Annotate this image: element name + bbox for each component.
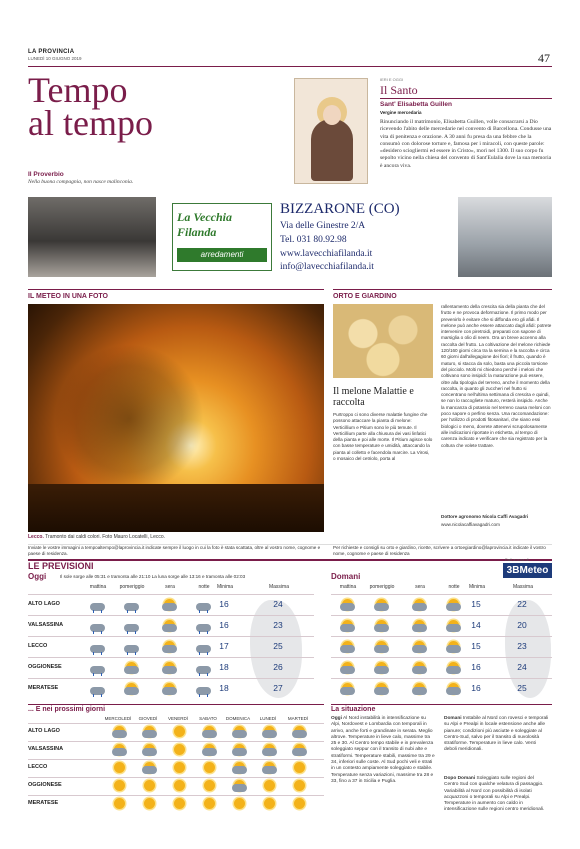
next-place-name: ALTO LAGO [28,728,60,734]
row-rule [28,759,324,760]
sun-cloud-icon [372,619,390,633]
sun-cloud-icon [290,743,308,757]
oggi-col-sera: sera [165,584,175,590]
sun-disc [294,780,305,791]
cloud-shape [112,730,127,738]
cloud-shape [446,603,461,611]
sun-disc [264,780,275,791]
sun-cloud-icon [160,598,178,612]
sun-cloud-icon [444,598,462,612]
domani-min-temp: 16 [471,662,481,672]
cloud-shape [142,748,157,756]
sun-disc [114,798,125,809]
place-name: ALTO LAGO [28,601,60,607]
sun-cloud-icon [338,598,356,612]
sun-cloud-icon [372,682,390,696]
sun-icon [170,797,188,811]
page-title [28,70,153,143]
garden-section-rule [333,289,552,290]
cloud-shape [340,687,355,695]
row-rule [28,678,314,679]
sun-cloud-icon [160,640,178,654]
ad-logo-band: arredamenti [177,248,267,262]
sit-dopo-text: Soleggiato sulle regioni del Centro Sud con qualche velatura di passaggio. Variabilità al Nord con possibilità di isolati acquazzoni o temporali su Alpi e Prealpi. Temperature in aumento con caldo in intensificazione sulle regioni centro meridionali. [444,776,545,813]
sun-cloud-icon [160,661,178,675]
oggi-min-header: Minima [216,584,234,590]
next-day-header: LUNEDÌ [259,716,277,721]
next-place-name: OGGIONESE [28,782,62,788]
row-rule [28,723,324,724]
oggi-min-temp: 18 [219,662,229,672]
cloud-shape [162,666,177,674]
sun-icon [140,779,158,793]
oggi-max-temp: 25 [273,641,283,651]
domani-label: Domani [331,572,361,581]
sun-disc [114,780,125,791]
cloud-shape [374,624,389,632]
sun-disc [264,798,275,809]
sun-cloud-icon [444,640,462,654]
sun-cloud-icon [338,682,356,696]
domani-max-temp: 20 [517,620,527,630]
sun-cloud-icon [372,661,390,675]
row-rule [331,636,552,637]
rain-cloud-icon [88,661,106,675]
advertisement[interactable] [28,197,552,277]
sun-icon [260,797,278,811]
rain-cloud-icon [194,619,212,633]
rain-drops [93,631,102,633]
place-name: MERATESE [28,685,59,691]
sit-dopo-title: Dopo Domani [444,776,476,781]
sun-disc [234,798,245,809]
issue-date: LUNEDÌ 10 GIUGNO 2019 [28,56,82,61]
row-rule [28,636,314,637]
sun-cloud-icon [410,682,428,696]
cloud-shape [232,730,247,738]
cloud-shape [446,645,461,653]
sun-icon [290,761,308,775]
proverb-text: Nella buona compagnia, non nasce malinconia. [28,179,134,185]
sun-cloud-icon [110,743,128,757]
sun-disc [174,762,185,773]
ad-phone: Tel. 031 80.92.98 [280,235,347,245]
rain-drops [199,610,208,612]
photo-spacer [28,520,29,521]
oggi-max-temp: 26 [273,662,283,672]
domani-col-pomeriggio: pomeriggio [369,584,395,590]
oggi-min-temp: 17 [219,641,229,651]
oggi-max-header: Massima [268,584,289,590]
title-line-2: al tempo [28,103,153,143]
garden-text-right: rallentamento della crescita sia della pianta che del frutto e ne provoca deformazione. Il primo modo per prevenirlo è evitare che si diffonda ero gli afidi. Il melone può anche essere attaccato dagli afidi: potrete intervenire con piretroidi, preparati con sapone di marsiglia o olio di neem. Ora un breve accenno alla raccolta del frutto. La coltivazione del melone richiede 120/160 giorni circa tra la semina e la raccolta e circa 60 giorni dall'allegagione dei fiori; il frutto, quando è maturo, si stacca da solo, basta una piccola torsione del picciolo. Molti mi chiedono perché i meloni che coltivano sono insipidi: la maturazione può essere, oltre alla tipologia del terreno, anche il momento della raccolta, in quanto gli zuccheri nel frutto si concentrano nell'ultima settimana di crescita e quindi, se non lo raccogliete maturo, resterà insipido. Anche la mancanza di potassio nel terreno causa meloni con poco sapore o perfino senza. Una raccomandazione: per l'utilizzo di prodotti fitosanitari, che siano essi biologici o meno, dovrete attenervi scrupolosamente alle indicazioni riportate in etichetta, al tempo di carenza indicato e verificare che sia registrato per la coltura che volete trattare. [441,304,552,448]
garden-title: Il melone Malattie e raccolta [333,386,414,408]
rain-drops [93,673,102,675]
ad-store-name: BIZZARONE (CO) [280,201,400,217]
cloud-shape [162,624,177,632]
sun-cloud-icon [410,619,428,633]
sun-cloud-icon [140,743,158,757]
cloud-shape [162,603,177,611]
oggi-min-temp: 16 [219,620,229,630]
domani-col-notte: notte [448,584,460,590]
sun-cloud-icon [410,661,428,675]
sun-icon [110,797,128,811]
row-rule [331,657,552,658]
domani-col-mattina: mattina [339,584,357,590]
sun-cloud-icon [230,725,248,739]
rain-drops [199,652,208,654]
sun-disc [114,762,125,773]
cloud-shape [262,748,277,756]
row-rule [331,678,552,679]
sun-cloud-icon [444,619,462,633]
sun-cloud-icon [338,619,356,633]
rain-drops [199,631,208,633]
situation-dopodomani [444,776,549,814]
sun-disc [174,744,185,755]
sun-icon [110,761,128,775]
cloud-shape [202,730,217,738]
cloud-shape [374,603,389,611]
cloud-shape [340,624,355,632]
sun-icon [140,797,158,811]
rain-cloud-icon [122,619,140,633]
sun-icon [290,779,308,793]
place-name: LECCO [28,643,48,649]
sun-cloud-icon [230,761,248,775]
cloud-shape [232,784,247,792]
sun-icon [170,725,188,739]
situation-heading: La situazione [331,706,376,713]
next-day-header: MERCOLEDÌ [104,716,132,721]
rain-cloud-icon [88,598,106,612]
domani-max-temp: 23 [517,641,527,651]
cloud-shape [292,748,307,756]
cloud-shape [412,603,427,611]
cloud-shape [262,766,277,774]
sun-moon-info: Il sole sorge alle 05:31 e tramonta alle 21:10 La luna sorge alle 13:16 e tramonta alle 02:03 [60,574,246,579]
sun-cloud-icon [122,661,140,675]
sun-disc [204,780,215,791]
ad-bedroom-photo [458,197,552,277]
caption-text: Tramonto dai caldi colori. Foto Mauro Locatelli, Lecco. [45,534,166,540]
face-shape [323,105,341,125]
cloud-shape [340,666,355,674]
sun-disc [144,798,155,809]
caption-place: Lecco. [28,534,44,540]
sun-cloud-icon [230,743,248,757]
row-rule [331,615,552,616]
cloud-shape [124,666,139,674]
oggi-col-pomeriggio: pomeriggio [119,584,145,590]
cloud-shape [412,666,427,674]
saint-portrait [294,78,368,184]
page-number: 47 [538,51,550,65]
sit-oggi-title: Oggi [331,716,342,721]
domani-min-temp: 15 [471,641,481,651]
domani-max-temp: 25 [517,683,527,693]
sun-cloud-icon [230,779,248,793]
row-rule [331,594,552,595]
saint-rule [380,98,552,99]
sun-cloud-icon [122,682,140,696]
next-place-name: MERATESE [28,800,59,806]
oggi-max-temp: 23 [273,620,283,630]
garden-text-left: Purtroppo ci sono diverse malattie fungine che possono attaccare la pianta di melone: Verticillium e Pitium sono le più temute. Il Verticillium parte alla chiusura dei vasi linfatici della pianta e poi alle morte. Il Pitium agisce solo con basse temperature e umidità, attaccando la pianta al colletto e facendola marcire. La Virosi, o mosaico del cetriolo, porta al [333,412,433,462]
cloud-shape [340,603,355,611]
ad-email[interactable]: info@lavecchiafilanda.it [280,262,374,272]
row-rule [28,594,314,595]
photo-submit-note: Inviate le vostre immagini a tempoaltempo@laprovincia.it indicate sempre il luogo in cui la foto è stata scattata, oltre al vostro nome, cognome e paese di residenza. [28,545,321,556]
proverb-heading: Il Proverbio [28,171,64,178]
next-day-header: SABATO [199,716,217,721]
rain-drops [199,673,208,675]
cloud-shape [374,645,389,653]
rain-cloud-icon [88,682,106,696]
sun-icon [200,797,218,811]
domani-min-temp: 15 [471,599,481,609]
cloud-shape [142,730,157,738]
rain-drops [199,694,208,696]
ad-logo [172,203,272,271]
robe-shape [311,119,353,181]
cloud-shape [112,748,127,756]
saint-tag: IERI E OGGI [380,77,404,82]
rain-cloud-icon [194,682,212,696]
situation-oggi [331,716,436,785]
saint-name: Sant' Elisabetta Guillen [380,101,452,108]
tree-silhouette [54,344,204,494]
ground-silhouette [28,484,324,532]
oggi-label: Oggi [28,572,47,581]
rain-cloud-icon [194,661,212,675]
rain-cloud-icon [194,598,212,612]
sun-cloud-icon [372,640,390,654]
photo-section-heading: IL METEO IN UNA FOTO [28,293,108,300]
cloud-shape [162,687,177,695]
cloud-shape [292,730,307,738]
cloud-shape [232,766,247,774]
ad-kitchen-photo [28,197,156,277]
sun-disc [294,798,305,809]
photo-caption [28,534,165,540]
next-day-header: GIOVEDÌ [138,716,158,721]
rain-cloud-icon [122,598,140,612]
sun-cloud-icon [140,761,158,775]
title-line-1: Tempo [28,70,128,110]
sun-cloud-icon [290,725,308,739]
cloud-shape [446,687,461,695]
cloud-shape [412,624,427,632]
sun-icon [260,779,278,793]
next-place-name: LECCO [28,764,48,770]
row-rule [28,615,314,616]
next-place-name: VALSASSINA [28,746,64,752]
sun-icon [170,761,188,775]
situation-domani [444,716,549,754]
saint-subtitle: Vergine mercedaria [380,110,422,115]
sun-cloud-icon [160,682,178,696]
sun-cloud-icon [260,725,278,739]
previsioni-rule [28,559,552,561]
cloud-shape [446,624,461,632]
cloud-shape [374,666,389,674]
ad-logo-text: La Vecchia Filanda [177,210,232,239]
sun-disc [174,726,185,737]
newspaper-name: LA PROVINCIA [28,49,75,55]
domani-max-header: Massima [512,584,533,590]
rain-drops [93,652,102,654]
rain-cloud-icon [194,640,212,654]
sun-cloud-icon [410,640,428,654]
cloud-shape [262,730,277,738]
garden-website[interactable]: www.nicolacaffiavagadri.com [441,522,500,527]
place-name: OGGIONESE [28,664,62,670]
saint-body: Rinunciando il matrimonio, Elisabetta Guillen, volle consacrarsi a Dio ricevendo l'abito delle mercedarie nel convento di Barcellona. Condusse una vita di penitenza e orazione. A 30 anni fu presa da una febbre che la consumò con dolorose torture e, famosa per i miracoli, con queste parole: «desidero sciogliermi ed essere in Cristo», morì nel 1300. Il suo corpo fu sepolto vicino nella chiesa del convento di Sant'Eulalia dove la sua memoria è ancora viva. [380,119,552,169]
garden-signature: Dottore agronomo Nicola Caffi Avagadri [441,514,529,519]
saint-heading: Il Santo [380,83,418,97]
sun-cloud-icon [200,725,218,739]
next-days-rule [28,704,324,705]
oggi-col-mattina: mattina [89,584,107,590]
cloud-shape [374,687,389,695]
sun-disc [174,798,185,809]
sun-disc [204,762,215,773]
photo-section-rule [28,289,324,290]
rain-drops [93,694,102,696]
cloud-shape [162,645,177,653]
garden-section-heading: ORTO E GIARDINO [333,293,397,300]
next-day-header: VENERDÌ [167,716,188,721]
ad-address: Via delle Ginestre 2/A [280,221,366,231]
rain-drops [93,610,102,612]
oggi-col-notte: notte [198,584,210,590]
sun-cloud-icon [338,640,356,654]
sun-icon [200,779,218,793]
rain-drops [127,652,136,654]
sun-icon [290,797,308,811]
next-day-header: MARTEDÌ [287,716,309,721]
meteo-credit: Dati a cura di [505,557,529,562]
sit-domani-text: Instabile al Nord con rovesci e temporali su Alpi e Prealpi in locale estensione anche alle pianure; condizioni più asciutte e soleggiate al Centro-Sud, salvo per il transito di nuvolosità stratiforme. Temperature in lieve calo. Venti deboli meridionali. [444,716,549,753]
sun-icon [170,779,188,793]
row-rule [28,795,324,796]
top-rule [28,66,552,67]
sit-domani-title: Domani [444,716,462,721]
sun-icon [170,743,188,757]
sun-icon [200,761,218,775]
sun-cloud-icon [260,761,278,775]
sun-cloud-icon [372,598,390,612]
row-rule [28,777,324,778]
sun-disc [144,780,155,791]
rain-cloud-icon [122,640,140,654]
sun-cloud-icon [200,743,218,757]
sun-disc [294,762,305,773]
domani-min-temp: 14 [471,620,481,630]
sun-icon [230,797,248,811]
next-day-header: DOMENICA [225,716,251,721]
cloud-shape [124,687,139,695]
sun-cloud-icon [410,598,428,612]
sun-cloud-icon [444,682,462,696]
place-name: VALSASSINA [28,622,64,628]
rain-cloud-icon [88,640,106,654]
cloud-shape [340,645,355,653]
melon-photo [333,304,433,378]
cloud-shape [202,748,217,756]
sun-cloud-icon [110,725,128,739]
oggi-min-temp: 18 [219,683,229,693]
domani-col-sera: sera [415,584,425,590]
sun-cloud-icon [260,743,278,757]
row-rule [28,657,314,658]
domani-min-header: Minima [468,584,486,590]
situation-rule [331,704,552,705]
sunset-photo [28,304,324,532]
previsioni-heading: LE PREVISIONI [28,561,94,571]
domani-min-temp: 16 [471,683,481,693]
cloud-shape [412,687,427,695]
domani-max-temp: 22 [517,599,527,609]
domani-max-temp: 24 [517,662,527,672]
sun-cloud-icon [444,661,462,675]
sun-cloud-icon [338,661,356,675]
rain-drops [127,631,136,633]
cloud-shape [446,666,461,674]
garden-submit-note: Per richieste e consigli su orto e giardino, ricette, scrivere a ortoegiardino@laprovincia.it indicate il vostro nome, cognome e paese di residenza [333,545,546,556]
sit-oggi-text: Al Nord instabilità in intensificazione su Alpi, Nordovest e Lombardia con temporali in arrivo, anche forti e grandinate in serata. Meglio altrove. Temperature in lieve calo, massime tra 25 e 30. Al Centro tempo stabile e in prevalenza soleggiato seppur con il transito di nubi alte e stratiformi. Temperature stabili, massime tra 29 e 34, inferiori sulle coste. Al Sud pochi veli e strati in un contesto ampiamente soleggiato e stabile. Temperature senza variazioni, massime tra 28 e 33, fino a 37 in Sicilia e Puglia. [331,716,435,784]
oggi-max-temp: 27 [273,683,283,693]
oggi-min-temp: 16 [219,599,229,609]
sun-icon [110,779,128,793]
sun-disc [174,780,185,791]
rain-cloud-icon [88,619,106,633]
row-rule [28,741,324,742]
next-days-heading: ... E nei prossimi giorni [28,706,106,713]
ad-website[interactable]: www.lavecchiafilanda.it [280,249,373,259]
cloud-shape [412,645,427,653]
rain-drops [127,610,136,612]
sun-cloud-icon [140,725,158,739]
oggi-max-temp: 24 [273,599,283,609]
cloud-shape [232,748,247,756]
sun-cloud-icon [160,619,178,633]
cloud-shape [142,766,157,774]
meteo-logo: 3BMeteo [503,563,552,578]
sun-disc [204,798,215,809]
